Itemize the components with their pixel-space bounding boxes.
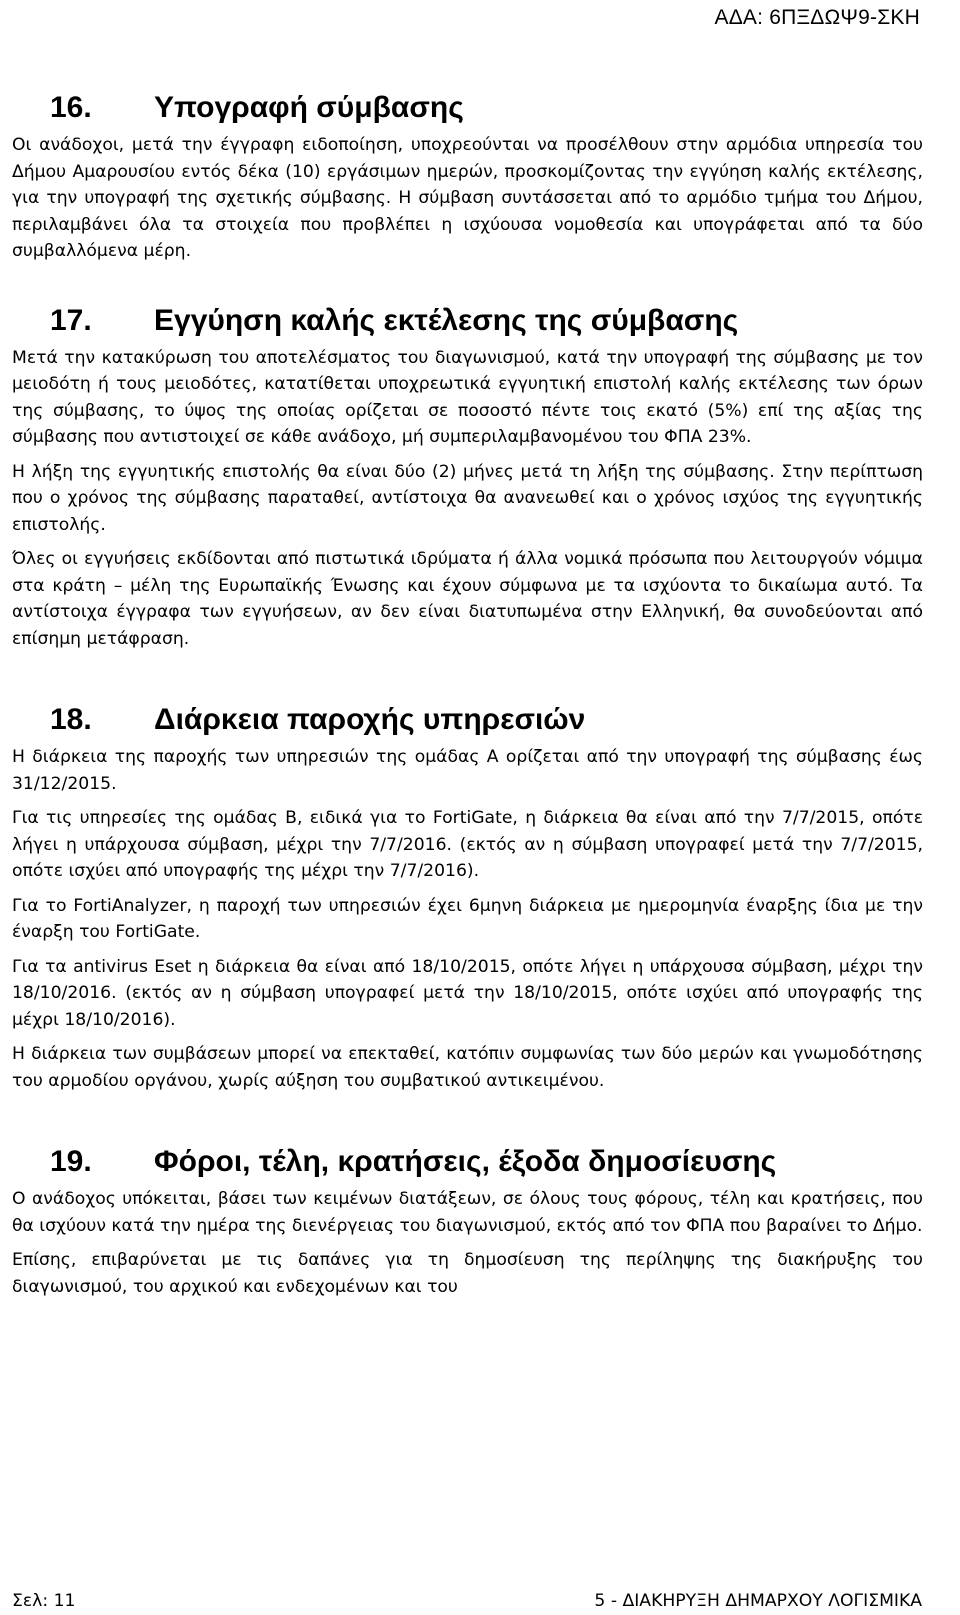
section-number: 16. [50, 91, 92, 124]
paragraph: Οι ανάδοχοι, μετά την έγγραφη ειδοποίηση, υποχρεούνται να προσέλθουν στην αρμόδια υπηρεσία του Δήμου Αμαρουσίου εντός δέκα (10) εργάσιμων ημερών, προσκομίζοντας την εγγύηση καλής εκτέλεσης, για την υπογραφή της σχετικής σύμβασης. Η σύμβαση συντάσσεται από το αρμόδιο τμήμα του Δήμου, περιλαμβάνει όλα τα στοιχεία που προβλέπει η ισχύουσα νομοθεσία και υπογράφεται από τα δύο συμβαλλόμενα μέρη. [12, 135, 923, 261]
section-heading [12, 88, 923, 128]
paragraph: Η διάρκεια των συμβάσεων μπορεί να επεκταθεί, κατόπιν συμφωνίας των δύο μερών και γνωμοδότησης του αρμοδίου οργάνου, χωρίς αύξηση του συμβατικού αντικειμένου. [12, 1044, 923, 1091]
section-number: 17. [50, 303, 92, 337]
paragraph: Για τα antivirus Eset η διάρκεια θα είναι από 18/10/2015, οπότε λήγει η υπάρχουσα σύμβαση, μέχρι την 18/10/2016. (εκτός αν η σύμβαση υπογραφεί μετά την 18/10/2015, οπότε ισχύει από υπογραφής της μέχρι 18/10/2016). [12, 956, 923, 1030]
section-heading [12, 1142, 923, 1182]
paragraph: Επίσης, επιβαρύνεται με τις δαπάνες για τη δημοσίευση της περίληψης της διακήρυξης του διαγωνισμού, του αρχικού και ενδεχομένων και του [12, 1250, 923, 1297]
section-title: Υπογραφή σύμβασης [154, 91, 464, 124]
page-number: Σελ: 11 [12, 1591, 76, 1611]
paragraph: Ο ανάδοχος υπόκειται, βάσει των κειμένων διατάξεων, σε όλους τους φόρους, τέλη και κρατήσεις, που θα ισχύουν κατά την ημέρα της διενέργειας του διαγωνισμού, εκτός από τον ΦΠΑ που βαραίνει το Δήμο. [12, 1189, 923, 1236]
paragraph: Για τις υπηρεσίες της ομάδας Β, ειδικά για το FortiGate, η διάρκεια θα είναι από την 7/7/2015, οπότε λήγει η υπάρχουσα σύμβαση, μέχρι την 7/7/2016. (εκτός αν η σύμβαση υπογραφεί μετά την 7/7/2015, οπότε ισχύει από υπογραφής της μέχρι την 7/7/2016). [12, 808, 923, 881]
document-name: 5 - ΔΙΑΚΗΡΥΞΗ ΔΗΜΑΡΧΟΥ ΛΟΓΙΣΜΙΚΑ [594, 1591, 922, 1611]
section-title: Εγγύηση καλής εκτέλεσης της σύμβασης [154, 303, 739, 337]
paragraph: Μετά την κατακύρωση του αποτελέσματος του διαγωνισμού, κατά την υπογραφή της σύμβασης με τον μειοδότη ή τους μειοδότες, κατατίθεται υποχρεωτικά εγγυητική επιστολή καλής εκτέλεσης των όρων της σύμβασης, το ύψος της οποίας ορίζεται σε ποσοστό πέντε τοις εκατό (5%) επί της αξίας της σύμβασης που αντιστοιχεί σε κάθε ανάδοχο, μή συμπεριλαμβανομένου του ΦΠΑ 23%. [12, 347, 923, 447]
section-number: 18. [50, 703, 92, 736]
section-heading [12, 700, 923, 740]
paragraph: Για το FortiAnalyzer, η παροχή των υπηρεσιών έχει 6μηνη διάρκεια με ημερομηνία έναρξης ίδια με την έναρξη του FortiGate. [12, 895, 923, 942]
document-body [12, 88, 923, 1308]
section-heading [12, 301, 923, 341]
section-title: Διάρκεια παροχής υπηρεσιών [154, 703, 586, 736]
ada-code: ΑΔΑ: 6ΠΞΔΩΨ9-ΣΚΗ [714, 6, 920, 29]
section-number: 19. [50, 1145, 92, 1178]
paragraph: Η λήξη της εγγυητικής επιστολής θα είναι δύο (2) μήνες μετά τη λήξη της σύμβασης. Στην περίπτωση που ο χρόνος της σύμβασης παραταθεί, αντίστοιχα θα ανανεωθεί και ο χρόνος ισχύος της εγγυητικής επιστολής. [12, 461, 923, 535]
paragraph: Η διάρκεια της παροχής των υπηρεσιών της ομάδας Α ορίζεται από την υπογραφή της σύμβασης έως 31/12/2015. [12, 747, 923, 794]
paragraph: Όλες οι εγγυήσεις εκδίδονται από πιστωτικά ιδρύματα ή άλλα νομικά πρόσωπα που λειτουργούν νόμιμα στα κράτη – μέλη της Ευρωπαϊκής Ένωσης και έχουν σύμφωνα με τα ισχύοντα το δικαίωμα αυτό. Τα αντίστοιχα έγγραφα των εγγυήσεων, αν δεν είναι διατυπωμένα στην Ελληνική, θα συνοδεύονται από επίσημη μετάφραση. [12, 549, 923, 649]
section-title: Φόροι, τέλη, κρατήσεις, έξοδα δημοσίευσης [154, 1145, 777, 1178]
